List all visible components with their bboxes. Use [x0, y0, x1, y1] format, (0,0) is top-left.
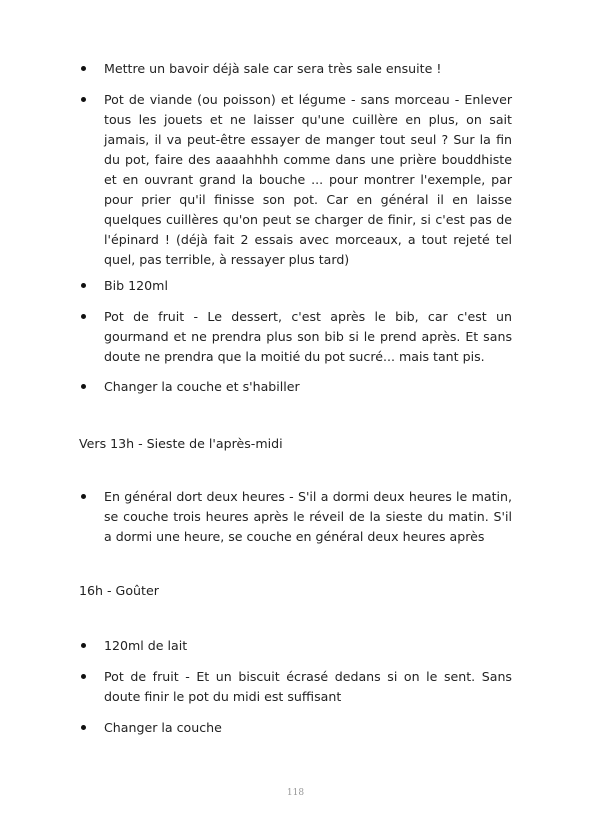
list-item-text: Pot de viande (ou poisson) et légume - sans morceau - Enlever tous les jouets et ne laisser qu'une cuillère en plus, on sait jamais, il va peut-être essayer de manger tout seul ? Sur la fin du pot, faire des aaaahhhh comme dans une prière bouddhiste et en ouvrant grand la bouche ... pour montrer l'exemple, par pour prier qu'il finisse son pot. Car en général il en laisse quelques cuillères qu'on peut se charger de finir, si c'est pas de l'épinard ! (déjà fait 2 essais avec morceaux, a tout rejeté tel quel, pas terrible, à ressayer plus tard) — [104, 92, 512, 267]
list-item-text: Changer la couche — [104, 720, 222, 735]
list-item-text: Changer la couche et s'habiller — [104, 379, 300, 394]
bullet-icon — [81, 97, 86, 102]
list-item-text: En général dort deux heures - S'il a dormi deux heures le matin, se couche trois heures après le réveil de la sieste du matin. S'il a dormi une heure, se couche en général deux heures après — [104, 489, 512, 544]
list-item-text: Pot de fruit - Le dessert, c'est après le bib, car c'est un gourmand et ne prendra plus son bib si le prend après. Et sans doute ne prendra que la moitié du pot sucré... mais tant pis. — [104, 309, 512, 364]
bullet-icon — [81, 725, 86, 730]
bullet-icon — [81, 314, 86, 319]
section-heading-snack: 16h - Goûter — [79, 583, 159, 598]
bullet-icon — [81, 283, 86, 288]
list-item — [80, 667, 512, 707]
bullet-icon — [81, 674, 86, 679]
list-item — [80, 59, 512, 79]
list-item — [80, 90, 512, 270]
list-item-text: Bib 120ml — [104, 278, 168, 293]
list-item-text: Pot de fruit - Et un biscuit écrasé dedans si on le sent. Sans doute finir le pot du midi est suffisant — [104, 669, 512, 704]
list-item — [80, 487, 512, 547]
list-item — [80, 718, 512, 738]
section-heading-nap: Vers 13h - Sieste de l'après-midi — [79, 436, 283, 451]
list-item — [80, 636, 512, 656]
list-item — [80, 377, 512, 397]
bullet-icon — [81, 384, 86, 389]
list-item — [80, 307, 512, 367]
bullet-icon — [81, 66, 86, 71]
list-item-text: Mettre un bavoir déjà sale car sera très sale ensuite ! — [104, 61, 442, 76]
page-number: 118 — [286, 788, 305, 798]
bullet-icon — [81, 494, 86, 499]
list-item — [80, 276, 512, 296]
list-item-text: 120ml de lait — [104, 638, 188, 653]
bullet-icon — [81, 643, 86, 648]
